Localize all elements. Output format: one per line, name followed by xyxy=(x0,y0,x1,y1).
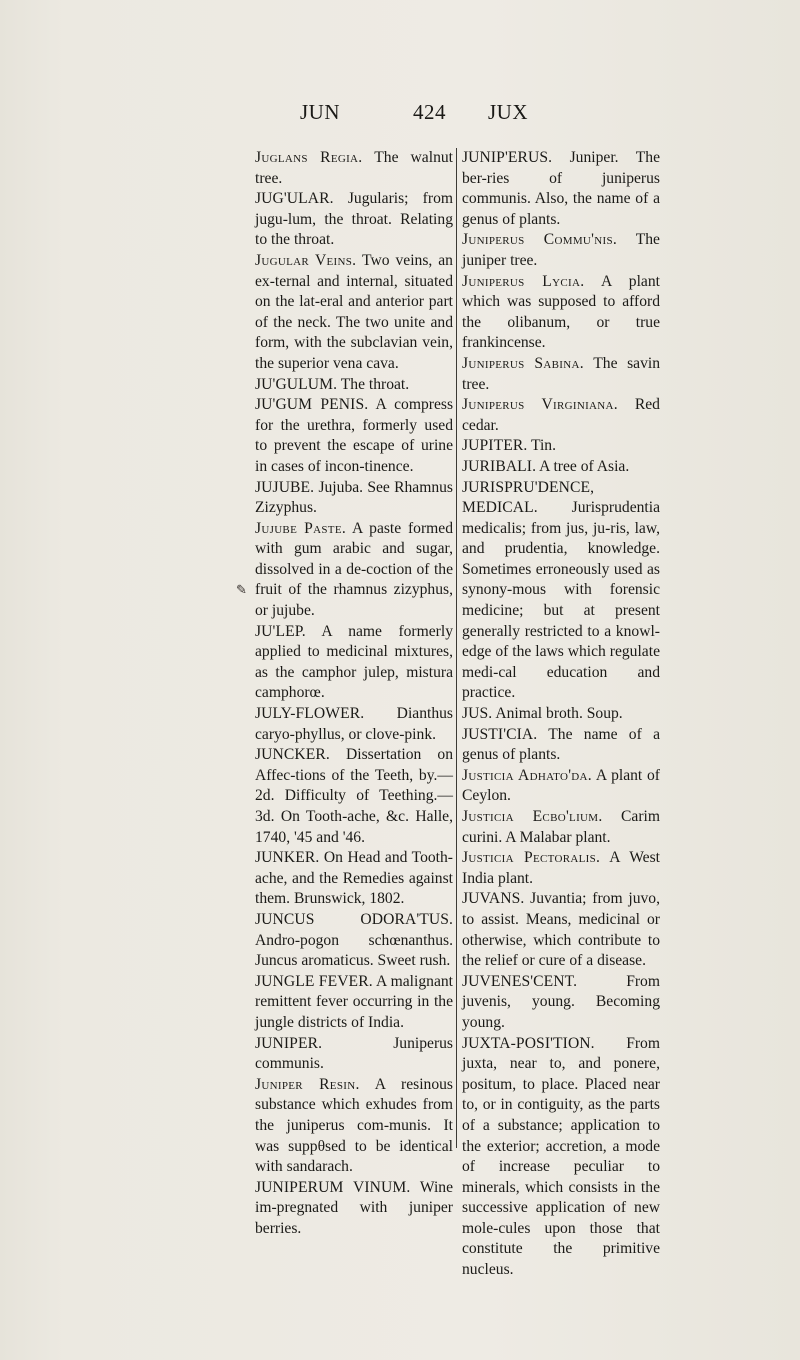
dictionary-entry: Juniperus Virginiana. Red cedar. xyxy=(462,396,660,434)
column-divider xyxy=(456,148,457,1148)
dictionary-entry: JUS. Animal broth. Soup. xyxy=(462,705,623,723)
margin-ink-mark: ✎ xyxy=(236,582,247,597)
dictionary-entry: JUNIPER. Juniperus communis. xyxy=(255,1034,453,1073)
dictionary-entry: JUNCUS ODORA'TUS. Andro-pogon schœnanthus. Juncus aromaticus. Sweet rush. xyxy=(255,910,453,970)
dictionary-entry: JUNGLE FEVER. A malignant remittent fever occurring in the jungle districts of India. xyxy=(255,972,453,1031)
left-column xyxy=(255,148,453,1239)
dictionary-entry: JUVENES'CENT. From juvenis, young. Becoming young. xyxy=(462,972,660,1031)
dictionary-entry: JU'LEP. A name formerly applied to medicinal mixtures, as the camphor julep, mistura camphorœ. xyxy=(255,622,453,702)
dictionary-entry: JUXTA-POSI'TION. From juxta, near to, and ponere, positum, to place. Placed near to, or in contiguity, as the parts of a substance; application to the exterior; accretion, a mode of increase peculiar to minerals, which consists in the successive application of new mole-cules upon those that constitute the primitive nucleus. xyxy=(462,1034,660,1279)
running-header xyxy=(0,100,800,130)
dictionary-entry: Juniperus Sabina. The savin tree. xyxy=(462,354,660,393)
dictionary-entry: Jujube Paste. A paste formed with gum arabic and sugar, dissolved in a de-coction of the fruit of the rhamnus zizyphus, or jujube. xyxy=(255,519,453,620)
dictionary-entry: JULY-FLOWER. Dianthus caryo-phyllus, or clove-pink. xyxy=(255,705,453,743)
dictionary-entry: Juniperus Commu'nis. The juniper tree. xyxy=(462,231,660,269)
dictionary-entry: JUNIP'ERUS. Juniper. The ber-ries of juniperus communis. Also, the name of a genus of plants. xyxy=(462,149,660,228)
right-column xyxy=(462,148,660,1281)
dictionary-entry: JURIBALI. A tree of Asia. xyxy=(462,457,630,475)
dictionary-entry: JUNKER. On Head and Tooth-ache, and the Remedies against them. Brunswick, 1802. xyxy=(255,849,453,908)
header-right-guide-word: JUX xyxy=(488,100,529,124)
page-number: 424 xyxy=(413,100,446,124)
dictionary-entry: Juniper Resin. A resinous substance which exhudes from the juniperus com-munis. It was suppθsed to be identical with sandarach. xyxy=(255,1075,453,1176)
dictionary-entry: Justicia Pectoralis. A West India plant. xyxy=(462,849,660,887)
dictionary-entry: JURISPRU'DENCE, MEDICAL. Jurisprudentia medicalis; from jus, ju-ris, law, and prudentia, knowledge. Sometimes erroneously used as synony-mous with forensic medicine; but at present generally restricted to a knowl-edge of the laws which regulate medi-cal education and practice. xyxy=(462,478,660,702)
dictionary-entry: JUNIPERUM VINUM. Wine im-pregnated with juniper berries. xyxy=(255,1178,454,1237)
dictionary-entry: Justicia Ecbo'lium. Carim curini. A Malabar plant. xyxy=(462,808,660,846)
header-left-guide-word: JUN xyxy=(300,100,341,124)
dictionary-entry: Juglans Regia. The walnut tree. xyxy=(255,149,453,187)
dictionary-entry: Justicia Adhato'da. A plant of Ceylon. xyxy=(462,766,660,805)
dictionary-entry: JUSTI'CIA. The name of a genus of plants. xyxy=(462,725,660,764)
dictionary-entry: Juniperus Lycia. A plant which was supposed to afford the olibanum, or true frankincense. xyxy=(462,272,660,352)
dictionary-entry: JUNCKER. Dissertation on Affec-tions of the Teeth, by.—2d. Difficulty of Teething.—3d. On Tooth-ache, &c. Halle, 1740, '45 and '46. xyxy=(255,746,453,846)
dictionary-entry: JUPITER. Tin. xyxy=(462,437,556,455)
dictionary-entry: JU'GUM PENIS. A compress for the urethra, formerly used to prevent the escape of urine in cases of incon-tinence. xyxy=(255,396,454,475)
dictionary-entry: JUVANS. Juvantia; from juvo, to assist. Means, medicinal or otherwise, which contribute to the relief or cure of a disease. xyxy=(462,890,660,970)
dictionary-entry: JUJUBE. Jujuba. See Rhamnus Zizyphus. xyxy=(255,478,453,517)
dictionary-entry: JUG'ULAR. Jugularis; from jugu-lum, the throat. Relating to the throat. xyxy=(255,190,453,249)
dictionary-entry: Jugular Veins. Two veins, an ex-ternal and internal, situated on the lat-eral and anterior part of the neck. The two unite and form, with the subclavian vein, the superior vena cava. xyxy=(255,251,453,372)
dictionary-entry: JU'GULUM. The throat. xyxy=(255,375,410,393)
